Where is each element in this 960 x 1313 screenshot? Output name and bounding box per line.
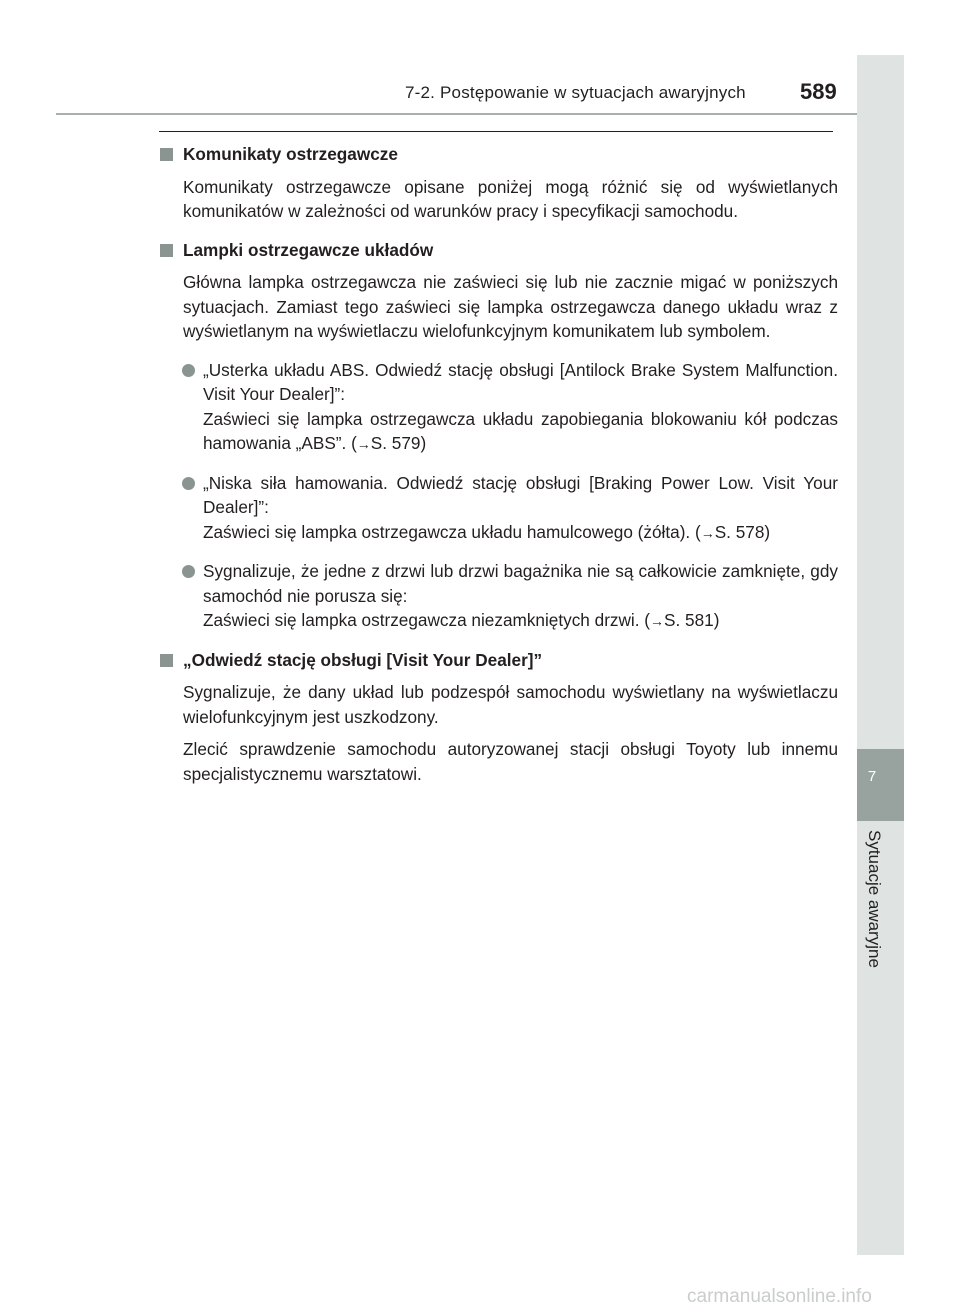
arrow-right-icon: →: [650, 613, 665, 629]
list-item-description: [203, 407, 838, 457]
list-item: [203, 559, 838, 634]
section-paragraph: Zlecić sprawdzenie samochodu autoryzowanej stacji obsługi Toyoty lub innemu specjalistycznemu warsztatowi.: [183, 739, 838, 784]
list-item: [203, 358, 838, 457]
list-item: [203, 471, 838, 546]
chapter-side-tab: [857, 55, 904, 1255]
list-item-text: Zaświeci się lampka ostrzegawcza układu hamulcowego (żółta). (: [203, 521, 701, 542]
running-header-title: 7-2. Postępowanie w sytuacjach awaryjnych: [405, 83, 746, 102]
chapter-label: Sytuacje awaryjne: [865, 830, 884, 968]
list-item-text: Zaświeci się lampka ostrzegawcza niezamkniętych drzwi. (: [203, 610, 651, 630]
section-heading-text: „Odwiedź stację obsługi [Visit Your Dealer]”: [183, 649, 543, 670]
section-heading: [160, 648, 838, 673]
header-divider: [56, 113, 904, 115]
chapter-tab-active-marker: [857, 749, 904, 821]
watermark-text: carmanualsonline.info: [687, 1286, 872, 1307]
section-heading: [160, 142, 838, 167]
round-bullet-icon: [182, 364, 195, 377]
list-item-title: „Niska siła hamowania. Odwiedź stację obsługi [Braking Power Low. Visit Your Dealer]”:: [203, 472, 838, 517]
page-number: 589: [800, 79, 837, 104]
round-bullet-icon: [182, 477, 195, 490]
arrow-right-icon: →: [356, 436, 371, 452]
section-paragraph: Główna lampka ostrzegawcza nie zaświeci się lub nie zacznie migać w poniższych sytuacjach. Zamiast tego zaświeci się lampka ostrzegawcza danego układu wraz z wyświetlanym na wyświetlaczu wielofunkcyjnym komunikatem lub symbolem.: [183, 272, 838, 341]
list-item-description: [203, 608, 838, 634]
section-heading-text: Lampki ostrzegawcze układów: [183, 239, 434, 260]
page-content: [160, 142, 838, 794]
list-item-description: [203, 520, 838, 546]
list-item-title: „Usterka układu ABS. Odwiedź stację obsługi [Antilock Brake System Malfunction. Visit Your Dealer]”:: [203, 359, 838, 404]
list-item-text: Zaświeci się lampka ostrzegawcza układu zapobiegania blokowaniu kół podczas hamowania „ABS”. (: [203, 408, 838, 453]
page-reference-link[interactable]: S. 578): [714, 521, 771, 542]
content-top-rule: [159, 131, 833, 132]
round-bullet-icon: [182, 565, 195, 578]
square-bullet-icon: [160, 654, 173, 667]
arrow-right-icon: →: [700, 524, 715, 541]
section-paragraph: Komunikaty ostrzegawcze opisane poniżej mogą różnić się od wyświetlanych komunikatów w zależności od warunków pracy i specyfikacji samochodu.: [183, 176, 838, 221]
square-bullet-icon: [160, 148, 173, 161]
page-reference-link[interactable]: S. 581): [664, 610, 720, 630]
section-heading: [160, 238, 838, 263]
square-bullet-icon: [160, 244, 173, 257]
page-reference-link[interactable]: S. 579): [370, 433, 427, 453]
section-heading-text: Komunikaty ostrzegawcze: [183, 144, 398, 164]
list-item-title: Sygnalizuje, że jedne z drzwi lub drzwi bagażnika nie są całkowicie zamknięte, gdy samochód nie porusza się:: [203, 561, 838, 606]
section-paragraph: Sygnalizuje, że dany układ lub podzespół samochodu wyświetlany na wyświetlaczu wielofunkcyjnym jest uszkodzony.: [183, 682, 838, 727]
chapter-number: 7: [867, 768, 877, 785]
